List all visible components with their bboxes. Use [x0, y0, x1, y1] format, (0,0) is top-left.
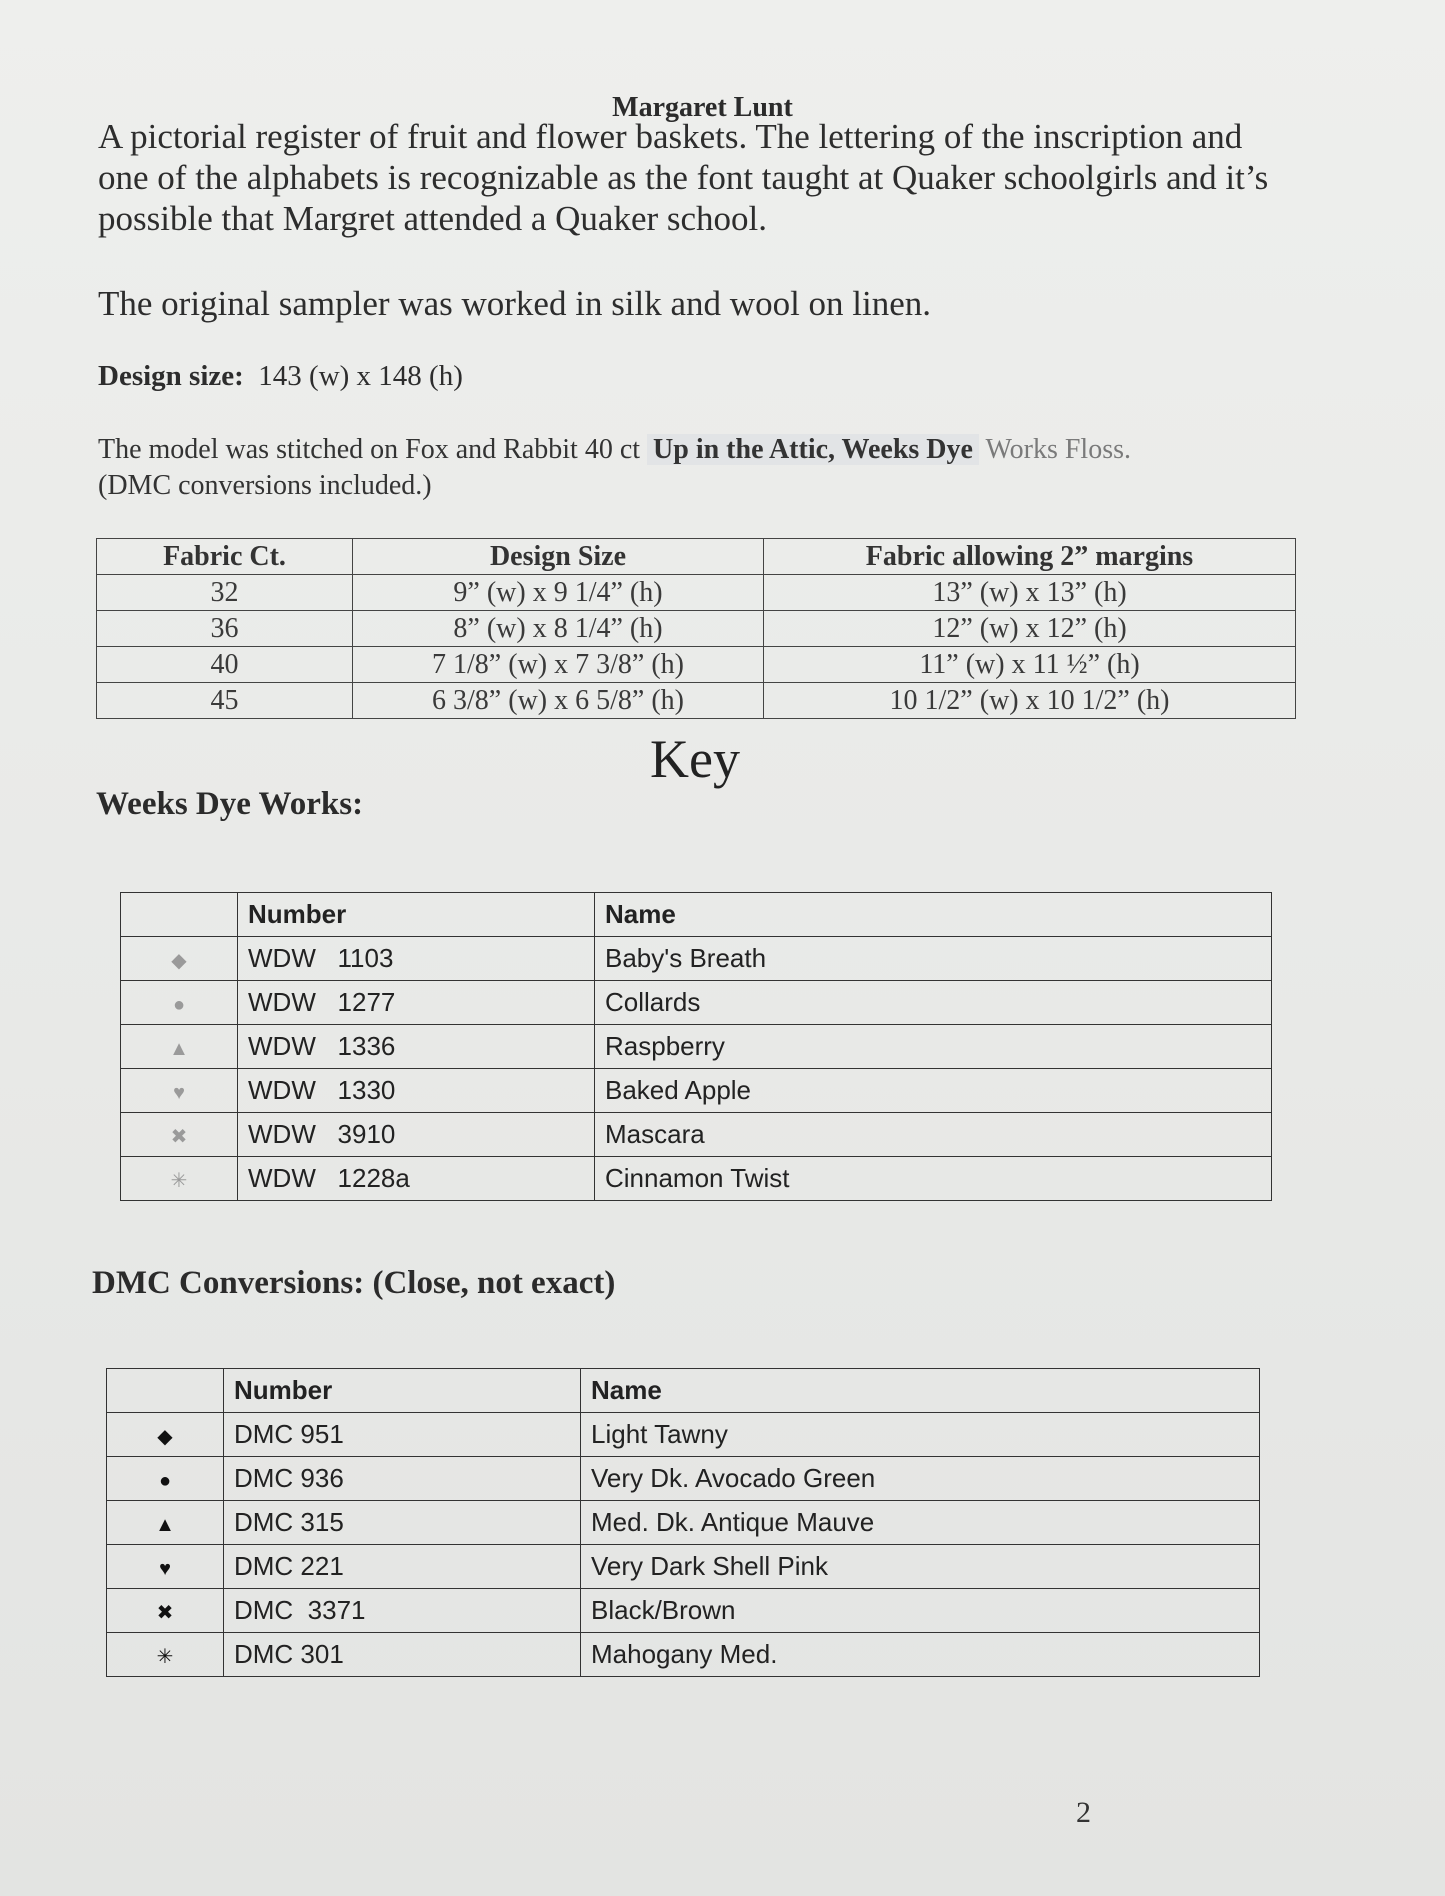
thread-name: Mahogany Med. [581, 1633, 1260, 1677]
weeks-dye-works-heading: Weeks Dye Works: [96, 786, 364, 822]
design-size-cell: 8” (w) x 8 1/4” (h) [353, 611, 764, 647]
dmc-conversions-key-table [106, 1368, 1260, 1677]
table-row [107, 1501, 1260, 1545]
dmc-conversions-heading: DMC Conversions: (Close, not exact) [92, 1265, 616, 1301]
original-sampler-note: The original sampler was worked in silk and wool on linen. [98, 284, 932, 323]
fabric-count-cell: 32 [97, 575, 353, 611]
thread-name: Very Dark Shell Pink [581, 1545, 1260, 1589]
design-size-line [98, 360, 463, 393]
fabric-size-table [96, 538, 1296, 719]
fabric-table-header-row [97, 539, 1296, 575]
thread-name: Light Tawny [581, 1413, 1260, 1457]
number-header: Number [238, 893, 595, 937]
table-row [121, 1157, 1272, 1201]
design-size-cell: 7 1/8” (w) x 7 3/8” (h) [353, 647, 764, 683]
diamond-icon: ◆ [171, 950, 187, 972]
thread-number: WDW 1103 [238, 937, 595, 981]
document-title: Margaret Lunt [612, 92, 793, 123]
thread-name: Raspberry [595, 1025, 1272, 1069]
table-row [121, 1113, 1272, 1157]
name-header: Name [595, 893, 1272, 937]
thread-number: DMC 315 [224, 1501, 581, 1545]
thread-number: WDW 1277 [238, 981, 595, 1025]
fabric-count-cell: 45 [97, 683, 353, 719]
model-note-highlight: Up in the Attic, Weeks Dye [647, 434, 979, 465]
thread-name: Med. Dk. Antique Mauve [581, 1501, 1260, 1545]
triangle-icon: ▲ [169, 1038, 189, 1060]
fabric-margin-cell: 11” (w) x 11 ½” (h) [764, 647, 1296, 683]
fabric-margin-cell: 10 1/2” (w) x 10 1/2” (h) [764, 683, 1296, 719]
fabric-table-header: Fabric Ct. [97, 539, 353, 575]
table-row [97, 575, 1296, 611]
table-row [107, 1633, 1260, 1677]
star-icon: ✳ [156, 1646, 174, 1668]
intro-paragraph: A pictorial register of fruit and flower baskets. The lettering of the inscription and one of the alphabets is recognizable as the font taught at Quaker schoolgirls and it’s possible that Margret attended a Quaker school. [98, 117, 1269, 238]
model-note-line2: (DMC conversions included.) [98, 470, 432, 501]
fabric-count-cell: 40 [97, 647, 353, 683]
table-row [107, 1589, 1260, 1633]
star-icon: ✳ [170, 1170, 188, 1192]
table-row [107, 1413, 1260, 1457]
fabric-count-cell: 36 [97, 611, 353, 647]
fabric-table-header: Design Size [353, 539, 764, 575]
triangle-icon: ▲ [155, 1514, 175, 1536]
thread-name: Baked Apple [595, 1069, 1272, 1113]
weeks-dye-works-key-table [120, 892, 1272, 1201]
key-table-header-row [107, 1369, 1260, 1413]
design-size-label: Design size: [98, 360, 244, 392]
number-header: Number [224, 1369, 581, 1413]
model-note-start: The model was stitched on Fox and Rabbit 40 ct [98, 434, 641, 465]
thread-name: Mascara [595, 1113, 1272, 1157]
model-note [98, 432, 1298, 504]
thread-name: Cinnamon Twist [595, 1157, 1272, 1201]
circle-icon: ● [158, 1470, 172, 1492]
table-row [97, 647, 1296, 683]
thread-name: Very Dk. Avocado Green [581, 1457, 1260, 1501]
key-heading: Key [650, 729, 740, 789]
cross-icon: ✖ [170, 1126, 188, 1148]
thread-number: DMC 3371 [224, 1589, 581, 1633]
design-size-cell: 6 3/8” (w) x 6 5/8” (h) [353, 683, 764, 719]
table-row [121, 1069, 1272, 1113]
table-row [107, 1457, 1260, 1501]
cross-icon: ✖ [156, 1602, 174, 1624]
heart-icon: ♥ [173, 1082, 185, 1104]
thread-number: DMC 221 [224, 1545, 581, 1589]
symbol-header-cell [107, 1369, 224, 1413]
fabric-margin-cell: 12” (w) x 12” (h) [764, 611, 1296, 647]
thread-number: WDW 3910 [238, 1113, 595, 1157]
thread-number: WDW 1336 [238, 1025, 595, 1069]
page-number: 2 [1076, 1796, 1091, 1829]
circle-icon: ● [172, 994, 186, 1016]
thread-number: WDW 1330 [238, 1069, 595, 1113]
fabric-table-header: Fabric allowing 2” margins [764, 539, 1296, 575]
design-size-cell: 9” (w) x 9 1/4” (h) [353, 575, 764, 611]
table-row [121, 1025, 1272, 1069]
table-row [97, 611, 1296, 647]
table-row [121, 981, 1272, 1025]
thread-name: Baby's Breath [595, 937, 1272, 981]
thread-number: DMC 301 [224, 1633, 581, 1677]
symbol-header-cell [121, 893, 238, 937]
heart-icon: ♥ [159, 1558, 171, 1580]
table-row [97, 683, 1296, 719]
diamond-icon: ◆ [157, 1426, 173, 1448]
thread-number: DMC 936 [224, 1457, 581, 1501]
table-row [107, 1545, 1260, 1589]
key-table-header-row [121, 893, 1272, 937]
thread-number: DMC 951 [224, 1413, 581, 1457]
fabric-margin-cell: 13” (w) x 13” (h) [764, 575, 1296, 611]
model-note-end: Works Floss. [985, 434, 1132, 465]
thread-name: Collards [595, 981, 1272, 1025]
thread-number: WDW 1228a [238, 1157, 595, 1201]
design-size-value: 143 (w) x 148 (h) [258, 360, 463, 392]
table-row [121, 937, 1272, 981]
thread-name: Black/Brown [581, 1589, 1260, 1633]
name-header: Name [581, 1369, 1260, 1413]
